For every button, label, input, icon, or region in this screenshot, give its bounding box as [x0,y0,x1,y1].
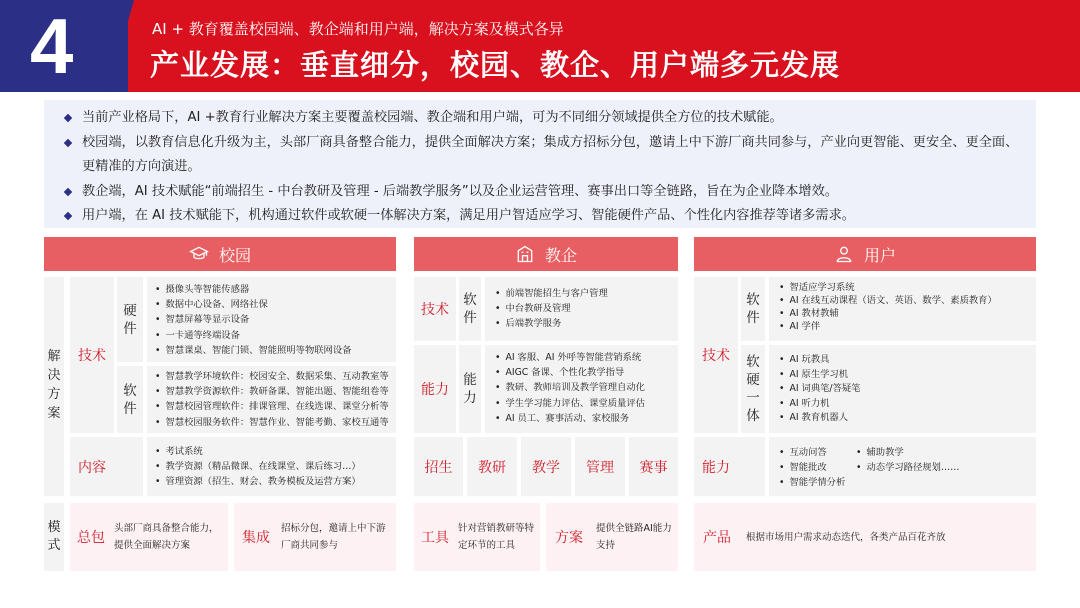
list-item: • 学生学习能力评估、课堂质量评估 [495,396,645,411]
list-item: • 智能学情分析 [779,475,845,490]
list-item: • 互动问答 [779,445,845,460]
list-item: • 数据中心设备、网络社保 [155,297,351,312]
bullet-item: 当前产业格局下，AI +教育行业解决方案主要覆盖校园端、教企端和用户端，可为不同细分领域提供全方位的技术赋能。 [64,106,1022,131]
user-hw-label: 软硬一体 [746,354,760,424]
list-item: • 智慧课桌、智能门锁、智能照明等物联网设备 [155,343,351,358]
list-item: • 智慧屏幕等显示设备 [155,312,351,327]
campus-header: 校园 [44,237,396,271]
enterprise-chain-label: 教研 [478,459,506,476]
campus-tech-label: 技术 [78,348,106,364]
campus-mode-integration-label: 集成 [242,530,270,546]
list-item: • 前端智能招生与客户管理 [495,286,608,301]
enterprise-mode-tools-text: 针对营销教研等特定环节的工具 [458,523,535,551]
list-item: • AI 玩教具 [779,353,860,368]
list-item: • AI 原生学习机 [779,368,860,383]
enterprise-ability-label: 能力 [421,382,449,398]
campus-mode-label: 模式 [47,520,61,553]
campus-hardware-label: 硬件 [123,302,137,337]
list-item: • 中台教研及管理 [495,301,608,316]
header-banner [0,0,1080,92]
building-icon [515,244,535,264]
diamond-bullet-icon [64,187,72,195]
enterprise-ability-list [495,350,645,426]
list-item: • 智慧教学资源软件：教研备课、智能出题、智能组卷等 [155,384,389,399]
enterprise-header: 教企 [414,237,678,271]
enterprise-tech-label: 技术 [421,302,449,318]
list-item: • AI 学伴 [779,320,997,333]
list-item: • AI 教材教辅 [779,307,997,320]
list-item: • AI 词典笔/答疑笔 [779,382,860,397]
list-item: • 考试系统 [155,444,361,459]
campus-software-list [155,369,389,430]
list-item: • 后端教学服务 [495,316,608,331]
diamond-bullet-icon [64,114,72,122]
list-item: • 动态学习路径规划…… [856,460,959,475]
user-tech-label: 技术 [702,348,730,364]
list-item: • 智适应学习系统 [779,281,997,294]
list-item: • AI 员工、赛事活动、家校服务 [495,411,645,426]
user-ability-list-2 [856,445,959,475]
diamond-bullet-icon [64,212,72,220]
list-item: • 智能批改 [779,460,845,475]
user-software-list [779,281,997,333]
campus-hardware-list [155,282,351,358]
header-wedge [108,0,134,92]
page-title: 产业发展：垂直细分，校园、教企、用户端多元发展 [150,48,841,82]
page-subtitle: AI + 教育覆盖校园端、教企端和用户端，解决方案及模式各异 [152,20,564,38]
list-item: • 智慧校园管理软件：排课管理、在线选课、课堂分析等 [155,399,389,414]
bullet-item: 用户端，在 AI 技术赋能下，机构通过软件或软硬一体解决方案，满足用户智适应学习、智能硬件产品、个性化内容推荐等诸多需求。 [64,204,1022,229]
user-software-label: 软件 [746,292,760,326]
list-item: • 教学资源（精品微课、在线课堂、课后练习…） [155,459,361,474]
enterprise-chain-label: 招生 [424,459,453,476]
list-item: • AI 教育机器人 [779,411,860,426]
list-item: • AI 客服、AI 外呼等智能营销系统 [495,350,645,365]
list-item: • AI 在线互动课程（语文、英语、数学、素质教育） [779,294,997,307]
enterprise-chain-label: 教学 [532,459,560,476]
enterprise-software-label: 软件 [463,292,477,326]
user-mode-product-label: 产品 [703,530,731,546]
school-icon [189,244,209,264]
campus-mode-general-label: 总包 [77,530,105,546]
list-item: • 智慧校园服务软件：智慧作业、智能考勤、家校互通等 [155,415,389,430]
enterprise-chain-label: 管理 [586,459,614,476]
list-item: • 管理资源（招生、财会、教务模板及运营方案） [155,474,361,489]
diamond-bullet-icon [64,138,72,146]
campus-mode-general-text: 头部厂商具备整合能力，提供全面解决方案 [114,523,219,551]
bullet-item: 教企端，AI 技术赋能“前端招生 - 中台教研及管理 - 后端教学服务”以及企业运营管理、赛事出口等全链路，旨在为企业降本增效。 [64,180,1022,205]
list-item: • 教研、教师培训及教学管理自动化 [495,380,645,395]
campus-content-list [155,444,361,490]
enterprise-mode-solution-label: 方案 [555,530,583,546]
user-hw-list [779,353,860,426]
list-item: • 辅助教学 [856,445,959,460]
campus-solution-label: 解决方案 [47,349,61,421]
user-ability-label: 能力 [702,459,730,476]
enterprise-mode-tools-label: 工具 [421,530,449,546]
user-header: 用户 [694,237,1036,271]
enterprise-mode-solution-text: 提供全链路AI能力支持 [596,523,672,551]
user-icon [834,244,854,264]
bullet-item: 校园端，以教育信息化升级为主，头部厂商具备整合能力，提供全面解决方案；集成方招标分包，邀请上中下游厂商共同参与，产业向更智能、更安全、更全面、更精准的方向演进。 [64,131,1022,180]
campus-software-label: 软件 [123,382,137,417]
list-item: • AIGC 备课、个性化教学指导 [495,365,645,380]
list-item: • 智慧教学环境软件：校园安全、数据采集、互动教室等 [155,369,389,384]
section-number: 4 [30,2,74,90]
campus-mode-integration-text: 招标分包，邀请上中下游厂商共同参与 [281,523,386,551]
user-mode-product-text: 根据市场用户需求动态迭代，各类产品百花齐放 [746,532,946,543]
summary-bullets [44,100,1036,228]
enterprise-chain-label: 赛事 [639,459,668,476]
user-ability-list-1 [779,445,845,491]
enterprise-software-list [495,286,608,332]
list-item: • 摄像头等智能传感器 [155,282,351,297]
list-item: • 一卡通等终端设备 [155,328,351,343]
list-item: • AI 听力机 [779,397,860,412]
campus-content-label: 内容 [78,459,106,476]
enterprise-ability-sub-label: 能力 [463,372,477,406]
